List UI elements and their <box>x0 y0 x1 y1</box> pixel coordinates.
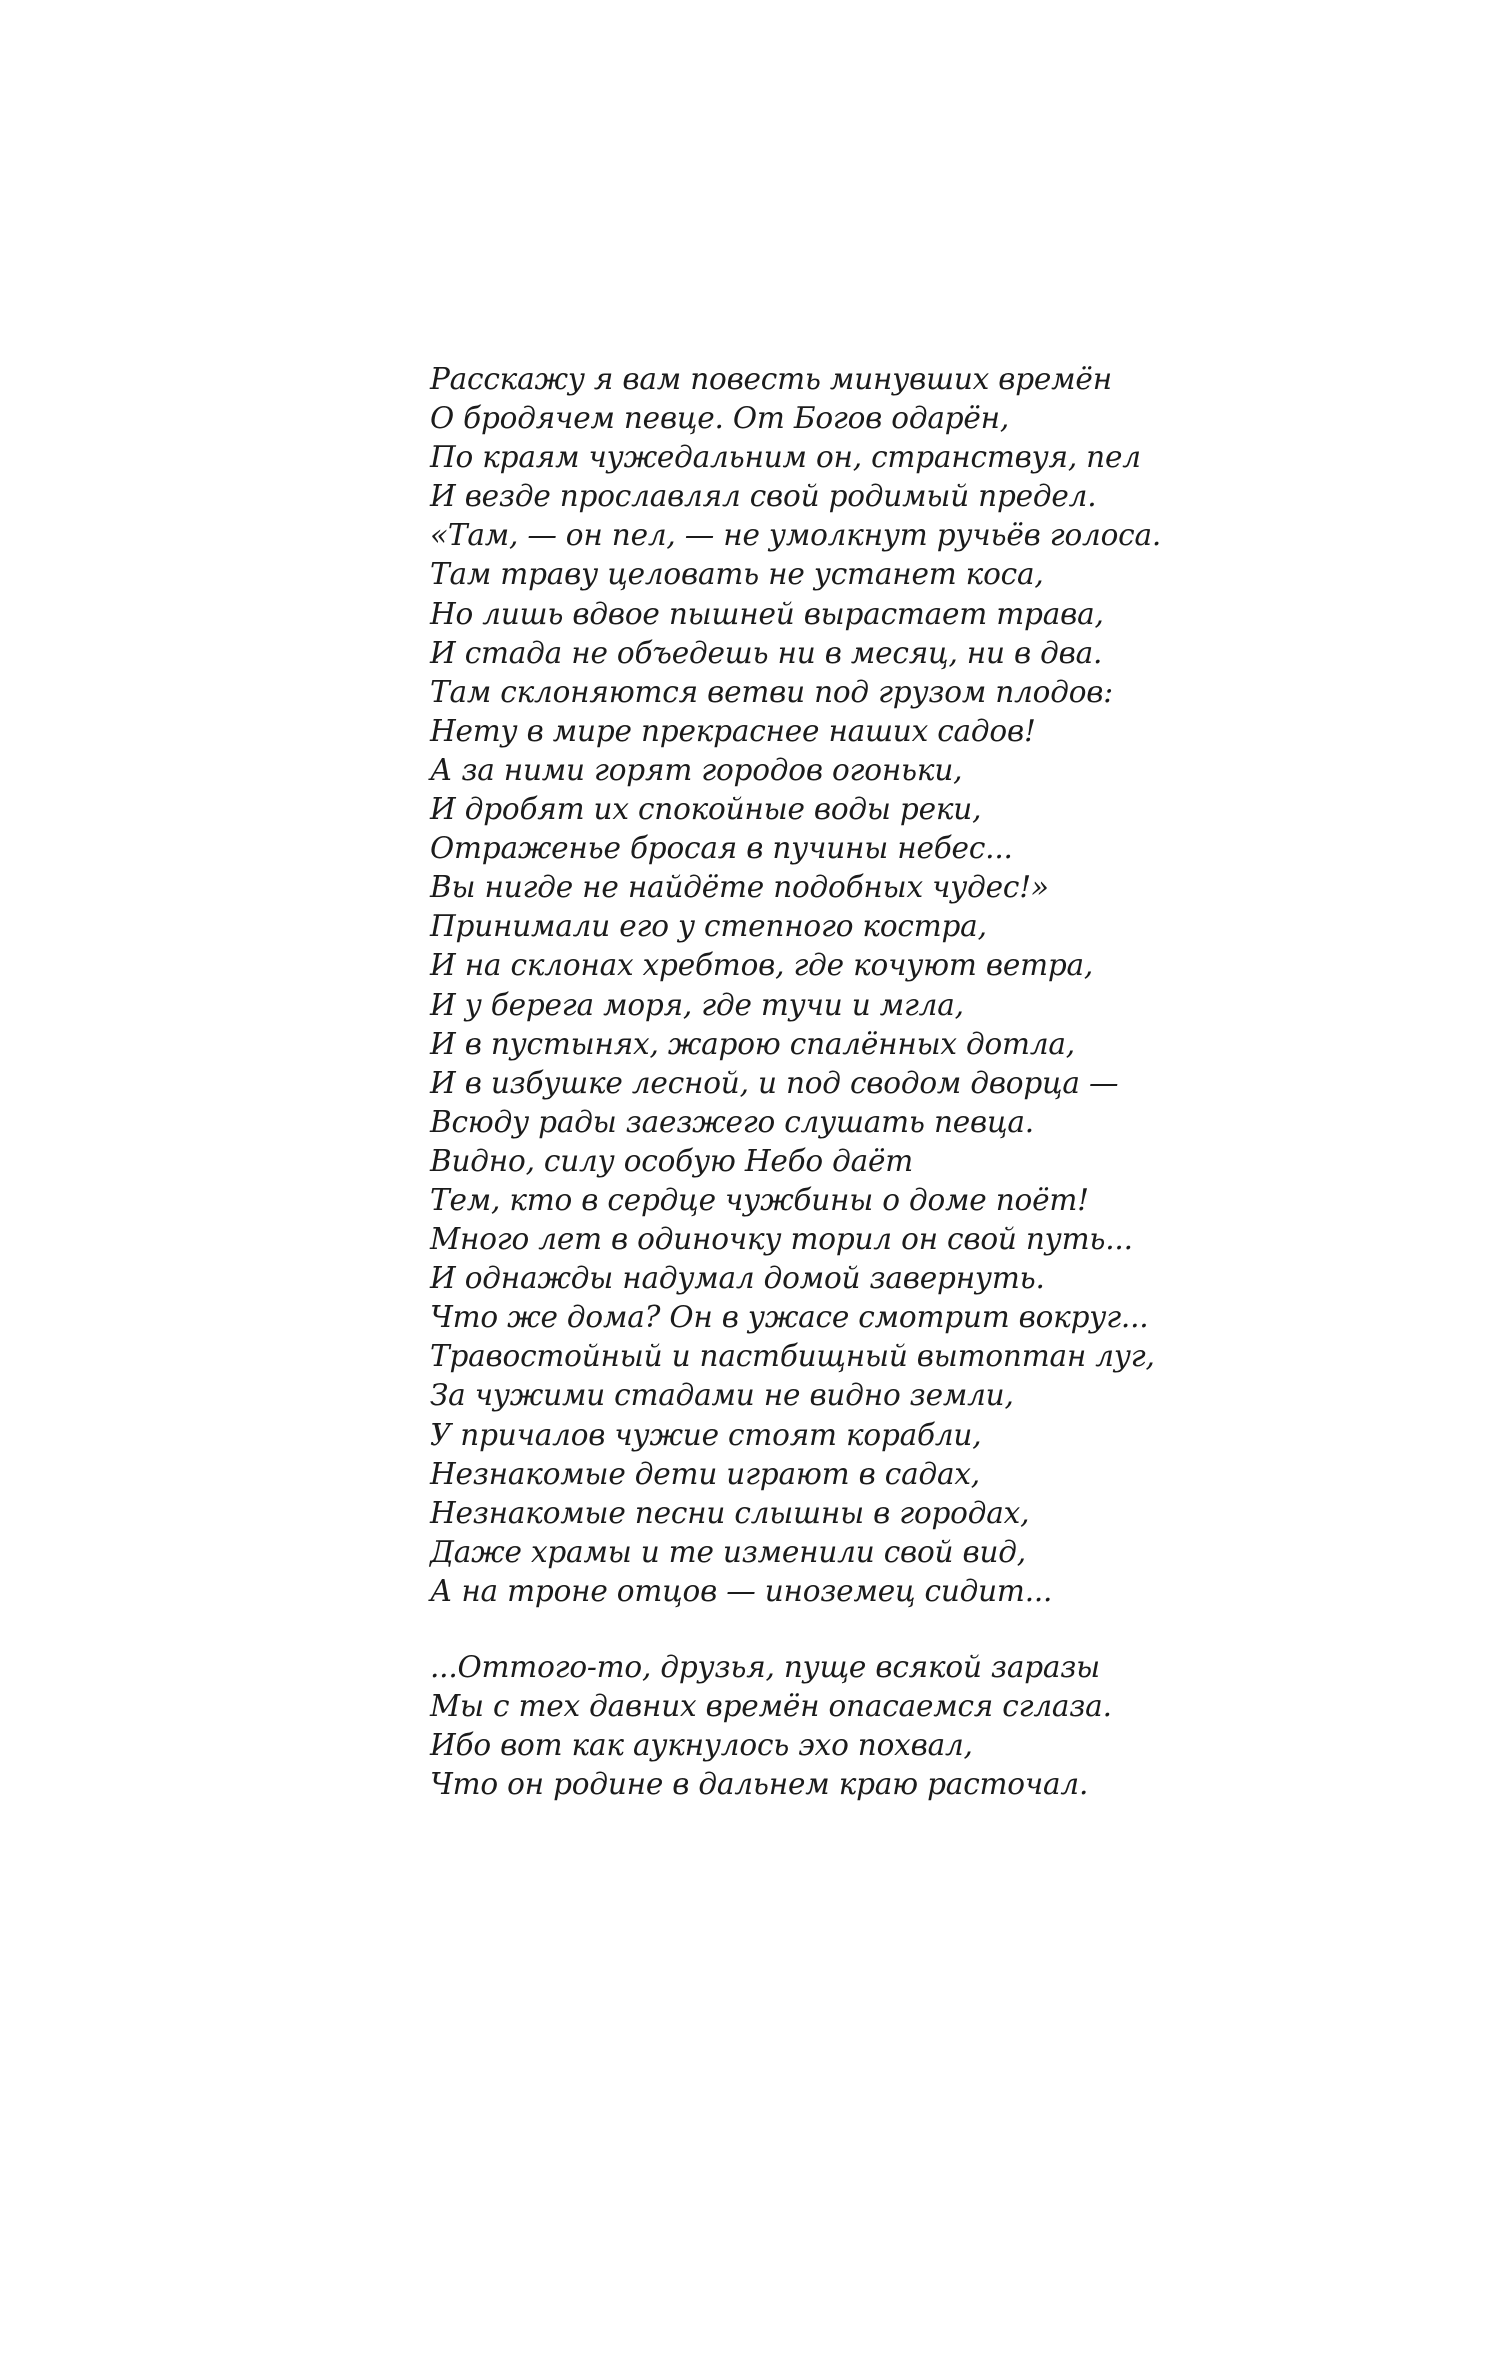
poem-line: Мы с тех давних времён опасаемся сглаза. <box>430 1689 1112 1724</box>
poem-line: За чужими стадами не видно земли, <box>430 1378 1014 1413</box>
poem-line: «Там, — он пел, — не умолкнут ручьёв голоса. <box>430 518 1162 553</box>
poem-line: Что же дома? Он в ужасе смотрит вокруг... <box>430 1300 1149 1335</box>
poem-line: Расскажу я вам повесть минувших времён <box>430 362 1112 396</box>
poem-line: Незнакомые дети играют в садах, <box>430 1456 980 1491</box>
poem-line: О бродячем певце. От Богов одарён, <box>430 401 1010 436</box>
poem-line: Ибо вот как аукнулось эхо похвал, <box>430 1728 973 1763</box>
poem-line: И дробят их спокойные воды реки, <box>430 792 982 827</box>
poem-line: А за ними горят городов огоньки, <box>430 752 963 787</box>
poem-line: И у берега моря, где тучи и мгла, <box>430 987 964 1022</box>
poem-line: Но лишь вдвое пышней вырастает трава, <box>430 596 1104 631</box>
poem-line: И в пустынях, жарою спалённых дотла, <box>430 1026 1075 1061</box>
poem-line: Принимали его у степного костра, <box>430 909 987 944</box>
poem-line: И стада не объедешь ни в месяц, ни в два. <box>430 635 1103 670</box>
poem-line: А на троне отцов — иноземец сидит... <box>430 1573 1053 1608</box>
poem-line: Вы нигде не найдёте подобных чудес!» <box>430 870 1049 905</box>
poem-line: Тем, кто в сердце чужбины о доме поёт! <box>430 1182 1089 1217</box>
poem-line: Что он родине в дальнем краю расточал. <box>430 1767 1089 1802</box>
poem-line: Видно, силу особую Небо даёт <box>430 1143 914 1178</box>
poem-stanza-2 <box>430 1648 1190 1804</box>
poem-line: Всюду рады заезжего слушать певца. <box>430 1104 1034 1139</box>
poem-line: Там траву целовать не устанет коса, <box>430 557 1044 592</box>
poem-stanza-1 <box>430 360 1190 1611</box>
poem-line: Много лет в одиночку торил он свой путь... <box>430 1222 1133 1257</box>
poem-line: Там склоняются ветви под грузом плодов: <box>430 674 1114 709</box>
poem-line: И в избушке лесной, и под сводом дворца — <box>430 1065 1119 1100</box>
poem-line: И однажды надумал домой завернуть. <box>430 1261 1045 1296</box>
poem-line: Незнакомые песни слышны в городах, <box>430 1495 1030 1530</box>
poem-line: И на склонах хребтов, где кочуют ветра, <box>430 948 1094 983</box>
poem-line: Травостойный и пастбищный вытоптан луг, <box>430 1339 1155 1374</box>
poem-line: Отраженье бросая в пучины небес... <box>430 831 1013 866</box>
poem-line: Нету в мире прекраснее наших садов! <box>430 713 1036 748</box>
poem-line: ...Оттого-то, друзья, пуще всякой заразы <box>430 1650 1100 1684</box>
poem-line: И везде прославлял свой родимый предел. <box>430 479 1097 514</box>
poem-line: По краям чужедальним он, странствуя, пел <box>430 440 1141 475</box>
poem <box>430 360 1190 1804</box>
poem-line: У причалов чужие стоят корабли, <box>430 1417 982 1452</box>
poem-line: Даже храмы и те изменили свой вид, <box>430 1534 1026 1569</box>
